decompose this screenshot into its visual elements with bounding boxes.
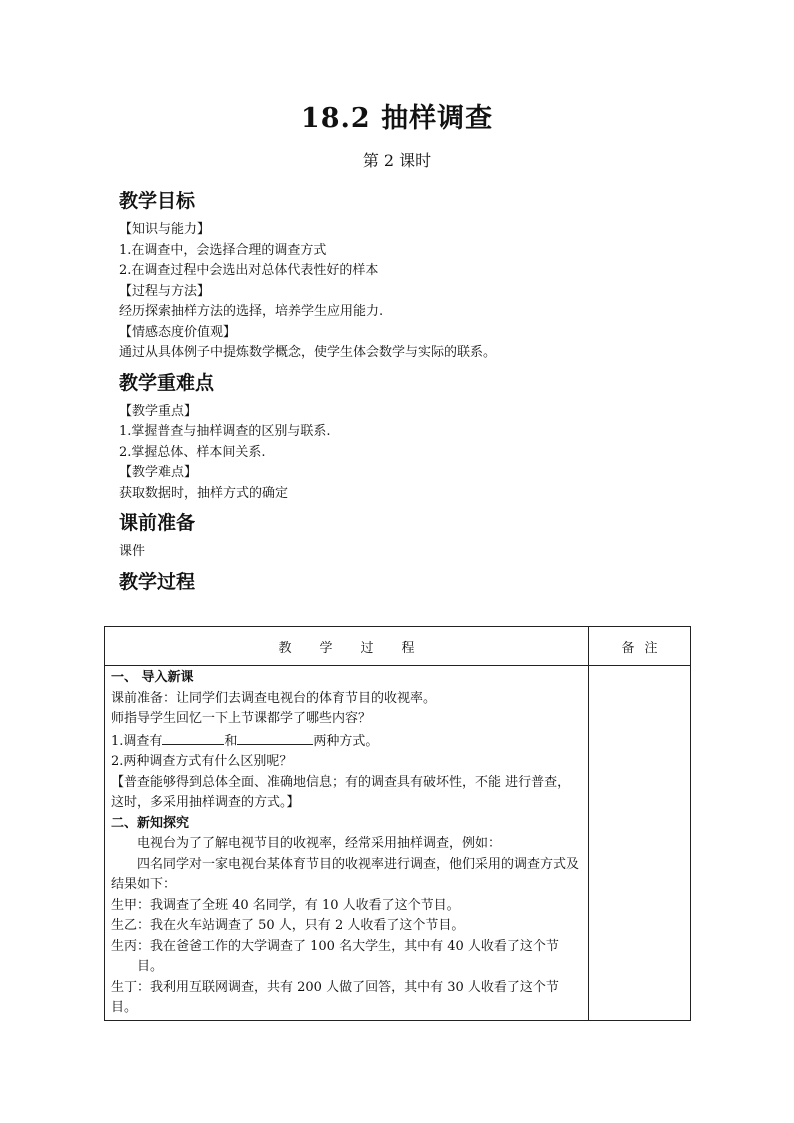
page-subtitle: 第 2 课时 bbox=[362, 151, 432, 170]
teaching-process-table bbox=[104, 626, 691, 1021]
question-text: 两种方式。 bbox=[313, 733, 379, 749]
knowledge-label: 【知识与能力】 bbox=[119, 222, 211, 237]
notes-cell bbox=[589, 666, 691, 1021]
text-line: 课前准备：让同学们去调查电视台的体育节目的收视率。 bbox=[111, 690, 437, 706]
process-label: 【过程与方法】 bbox=[119, 283, 211, 299]
knowledge-item: 2.在调查过程中会选出对总体代表性好的样本 bbox=[119, 263, 379, 278]
difficult-label: 【教学难点】 bbox=[119, 465, 198, 480]
key-item: 2.掌握总体、样本间关系. bbox=[119, 444, 266, 460]
key-label: 【教学重点】 bbox=[119, 403, 198, 419]
objectives-heading: 教学目标 bbox=[119, 190, 196, 212]
table-body-row bbox=[105, 666, 691, 1021]
header-teaching-process: 教学过程 bbox=[105, 627, 589, 666]
knowledge-item: 1.在调查中，会选择合理的调查方式 bbox=[119, 242, 327, 258]
lesson-plan-body bbox=[119, 186, 699, 597]
process-cell bbox=[105, 666, 589, 1021]
part-one-title: 一、 导入新课 bbox=[111, 670, 194, 685]
emotion-label: 【情感态度价值观】 bbox=[119, 324, 237, 340]
answer-blank bbox=[162, 730, 224, 745]
key-points-heading: 教学重难点 bbox=[119, 371, 215, 394]
page-title: 18.2 抽样调查 bbox=[300, 103, 494, 134]
header-notes: 备注 bbox=[589, 627, 691, 666]
preparation-item: 课件 bbox=[119, 544, 146, 559]
process-heading: 教学过程 bbox=[119, 570, 196, 593]
student-answer: 生丁：我利用互联网调查，共有 200 人做了回答，其中有 30 人收看了这个节目。 bbox=[111, 979, 559, 1015]
question-text: 和 bbox=[224, 733, 238, 749]
student-answer: 生丙：我在爸爸工作的大学调查了 100 名大学生，其中有 40 人收看了这个节目。 bbox=[111, 938, 559, 974]
part-two-title: 二、新知探究 bbox=[111, 815, 190, 831]
question-two: 2.两种调查方式有什么区别呢？ bbox=[111, 754, 293, 769]
text-line: 四名同学对一家电视台某体育节目的收视率进行调查，他们采用的调查方式及结果如下： bbox=[111, 856, 580, 892]
answer-blank bbox=[237, 730, 313, 745]
process-item: 经历探索抽样方法的选择，培养学生应用能力. bbox=[119, 304, 384, 319]
student-answer: 生甲：我调查了全班 40 名同学，有 10 人收看了这个节目。 bbox=[111, 897, 460, 913]
answer-text: 【普查能够得到总体全面、准确地信息；有的调查具有破坏性，不能 进行普查，这时，多采用抽样调查的方式。】 bbox=[111, 774, 571, 810]
text-line: 师指导学生回忆一下上节课都学了哪些内容？ bbox=[111, 711, 372, 726]
table-header-row bbox=[105, 627, 691, 666]
question-one bbox=[111, 730, 582, 753]
student-answer: 生乙：我在火车站调查了 50 人，只有 2 人收看了这个节目。 bbox=[111, 918, 465, 933]
text-line: 电视台为了了解电视节目的收视率，经常采用抽样调查，例如： bbox=[137, 836, 502, 851]
key-item: 1.掌握普查与抽样调查的区别与联系. bbox=[119, 424, 331, 439]
question-text: 1.调查有 bbox=[111, 733, 163, 749]
preparation-heading: 课前准备 bbox=[119, 512, 196, 534]
difficult-item: 获取数据时，抽样方式的确定 bbox=[119, 485, 289, 501]
emotion-item: 通过从具体例子中提炼数学概念，使学生体会数学与实际的联系。 bbox=[119, 345, 497, 360]
